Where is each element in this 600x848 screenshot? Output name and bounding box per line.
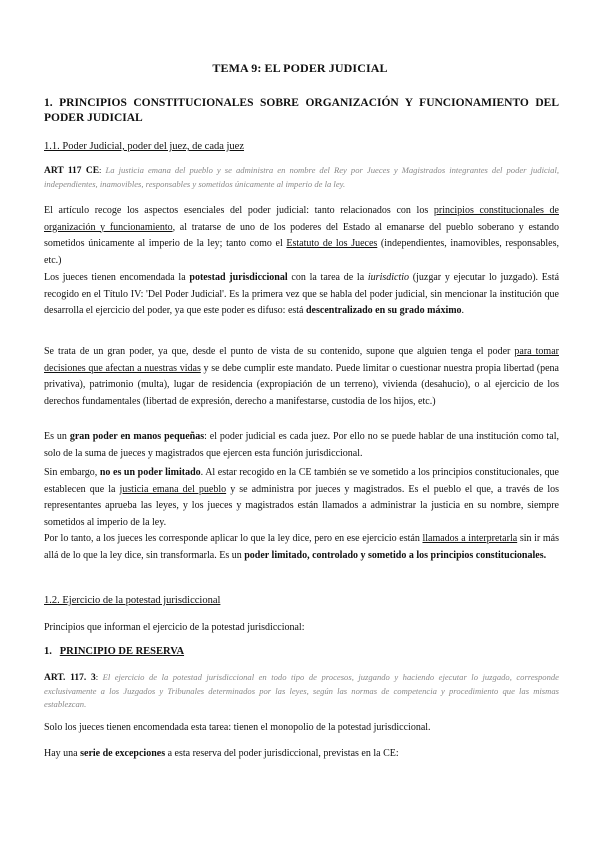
- subsection-title: 1.1. Poder Judicial, poder del juez, de cada juez: [44, 141, 245, 152]
- subsection-heading: [44, 594, 559, 607]
- bold-text: no es un poder limitado: [99, 467, 201, 478]
- paragraph: [44, 465, 559, 531]
- underlined-text: Estatuto de los Jueces: [286, 238, 378, 249]
- italic-text: iurisdictio: [367, 272, 410, 283]
- underlined-text: para tomar decisiones que afectan a nuestras vidas: [44, 346, 559, 374]
- paragraph: [44, 344, 559, 410]
- paragraph: [44, 746, 559, 763]
- article-separator: :: [99, 165, 102, 175]
- text-run: , al tratarse de uno de los poderes del Estado al emanarse del pueblo soberano y estando sometidos únicamente al imperio de la ley; tanto como el: [44, 221, 559, 249]
- text-run: . Al estar recogido en la CE también se ve sometido a los principios constitucionales, que establecen que la: [44, 467, 559, 495]
- text-run: Hay una: [44, 748, 81, 759]
- underlined-text: llamados a interpretarla: [422, 533, 518, 544]
- text-run: (juzgar y ejecutar lo juzgado). Está recogido en el Título IV: 'Del Poder Judicial'. Es la primera vez que se habla del poder judicial, sin mencionar la institución que desarrolla el ejercicio del poder, ya que este poder es difuso: está: [44, 272, 560, 316]
- text-run: Por lo tanto, a los jueces les corresponde aplicar lo que la ley dice, pero en ese ejercicio están: [44, 533, 423, 544]
- bold-text: descentralizado en su grado máximo: [306, 305, 462, 316]
- text-run: Sin embargo,: [44, 467, 100, 478]
- bold-text: potestad jurisdiccional: [189, 272, 288, 283]
- text-run: Es un: [44, 431, 70, 442]
- text-run: : el poder judicial es cada juez. Por ello no se puede hablar de una institución como tal, solo de la suma de jueces y magistrados que ejercen esta función jurisdiccional.: [44, 431, 560, 459]
- article-text: El ejercicio de la potestad jurisdiccional en todo tipo de procesos, juzgando y haciendo ejecutar lo juzgado, corresponde exclusivamente a los Juzgados y Tribunales determinados por las leyes, según las normas de competencia y procedimiento que las mismas establezcan.: [44, 672, 559, 709]
- section-heading: 1. PRINCIPIOS CONSTITUCIONALES SOBRE ORGANIZACIÓN Y FUNCIONAMIENTO DEL PODER JUDICIAL: [44, 97, 559, 124]
- text-run: .: [461, 305, 465, 316]
- text-run: Se trata de un gran poder, ya que, desde el punto de vista de su contenido, supone que alguien tenga el poder: [44, 346, 515, 357]
- subsection-title: 1.2. Ejercicio de la potestad jurisdiccional: [44, 595, 221, 606]
- paragraph: [44, 203, 559, 269]
- text-run: y se debe cumplir este mandato. Puede limitar o cuestionar nuestra propia libertad (pena privativa), patrimonio (multa), lugar de residencia (expropiación de un terreno), vivienda (desahucio), o al ejercicio de los derechos fundamentales (libertad de expresión, derecho a manifestarse, custodia de los hijos, etc.): [44, 362, 559, 407]
- article-quote: [44, 164, 559, 191]
- page-title: TEMA 9: EL PODER JUDICIAL: [212, 61, 388, 75]
- article-label: ART. 117. 3: [44, 673, 96, 683]
- paragraph: Solo los jueces tienen encomendada esta tarea: tienen el monopolio de la potestad jurisdiccional.: [44, 722, 431, 733]
- paragraph: [44, 270, 559, 320]
- principle-number: 1.: [44, 646, 52, 657]
- principle-heading: [44, 646, 559, 657]
- text-run: (independientes, inamovibles, responsables, etc.): [44, 238, 559, 266]
- text-run: sin ir más allá de lo que la ley dice, sin transformarla. Es un: [44, 533, 559, 561]
- text-run: y se administra por jueces y magistrados. Es el pueblo el que, a través de los representantes aprueba las leyes, y los jueces y magistrados están llamados a administrar la justicia en su nombre, siempre sometidos al imperio de la ley.: [44, 483, 559, 528]
- paragraph: [44, 429, 559, 462]
- paragraph: Principios que informan el ejercicio de la potestad jurisdiccional:: [44, 622, 305, 633]
- underlined-text: justicia emana del pueblo: [119, 483, 227, 495]
- text-run: a esta reserva del poder jurisdiccional, previstas en la CE:: [165, 748, 399, 759]
- article-separator: :: [95, 672, 99, 682]
- principle-title: PRINCIPIO DE RESERVA: [59, 646, 185, 657]
- text-run: Los jueces tienen encomendada la: [44, 272, 190, 283]
- bold-text: serie de excepciones: [80, 748, 166, 759]
- paragraph: [44, 531, 559, 564]
- underlined-text: principios constitucionales de organización y funcionamiento: [44, 205, 559, 233]
- subsection-heading: [44, 140, 559, 153]
- text-run: El artículo recoge los aspectos esenciales del poder judicial: tanto relacionados con los: [44, 205, 434, 216]
- bold-text: gran poder en manos pequeñas: [69, 431, 205, 442]
- article-quote: [44, 671, 559, 711]
- article-text: La justicia emana del pueblo y se administra en nombre del Rey por Jueces y Magistrados integrantes del poder judicial, independientes, inamovibles, responsables y sometidos únicamente al imperio de la ley.: [44, 165, 559, 189]
- bold-text: poder limitado, controlado y sometido a los principios constitucionales.: [244, 549, 547, 561]
- text-run: con la tarea de la: [287, 272, 368, 283]
- article-label: ART 117 CE: [44, 166, 100, 176]
